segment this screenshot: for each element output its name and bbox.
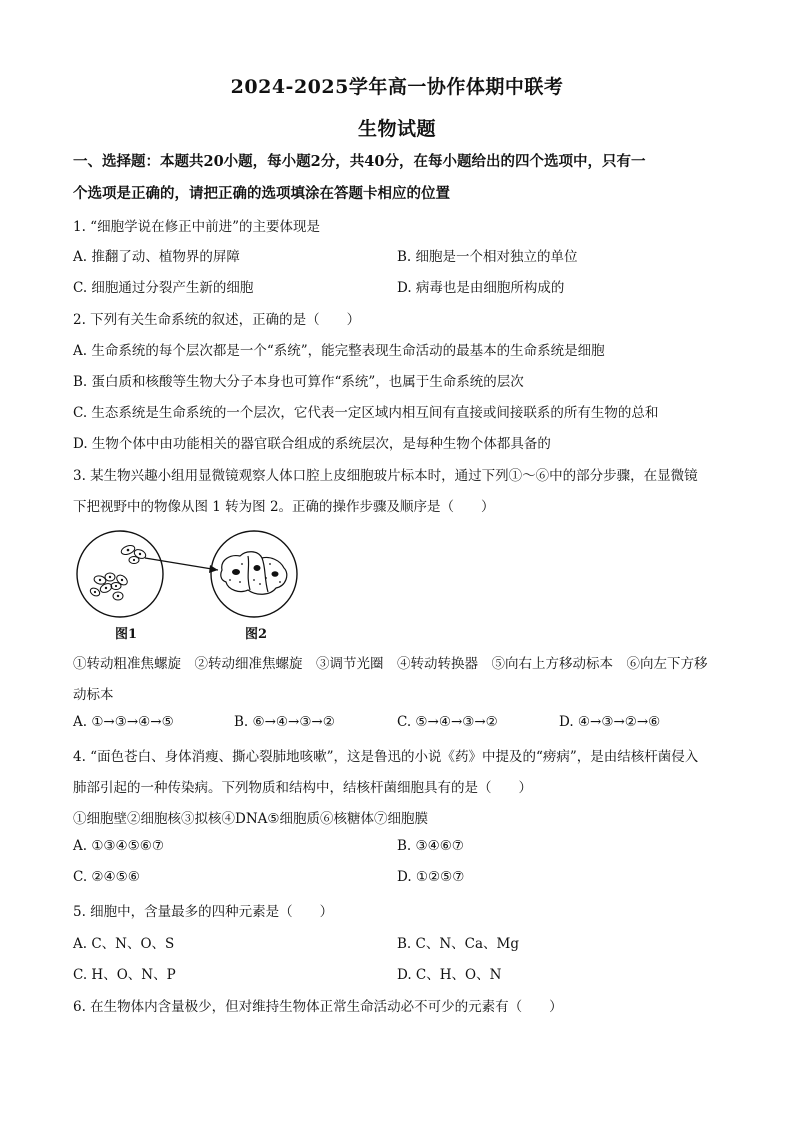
q3-stem-line-1: 3. 某生物兴趣小组用显微镜观察人体口腔上皮细胞玻片标本时，通过下列①～⑥中的部分步骤，在显微镜 [73, 468, 698, 484]
exam-title: 2024-2025学年高一协作体期中联考 [230, 76, 564, 98]
q1-option-b: B. 细胞是一个相对独立的单位 [397, 249, 578, 265]
magnified-cell-nuclei [229, 563, 281, 585]
q5-option-b: B. C、N、Ca、Mg [397, 936, 519, 952]
q4-stem-line-1: 4. “面色苍白、身体消瘦、撕心裂肺地咳嗽”，这是鲁迅的小说《药》中提及的“痨病”，是由结核杆菌侵入 [73, 749, 699, 765]
field-of-view-1 [77, 531, 163, 617]
q2-option-c: C. 生态系统是生命系统的一个层次，它代表一定区域内相互间有直接或间接联系的所有生物的总和 [73, 405, 659, 421]
microscope-fields-diagram [70, 522, 310, 642]
q3-option-c: C. ⑤→④→③→② [397, 714, 498, 730]
q1-option-a: A. 推翻了动、植物界的屏障 [73, 249, 240, 265]
q4-option-a: A. ①③④⑤⑥⑦ [73, 838, 164, 854]
q3-option-d: D. ④→③→②→⑥ [559, 714, 661, 730]
section-heading-line-1: 一、选择题：本题共20小题，每小题2分，共40分，在每小题给出的四个选项中，只有一 [73, 153, 646, 170]
q3-option-b: B. ⑥→④→③→② [234, 714, 335, 730]
q5-option-d: D. C、H、O、N [397, 967, 502, 983]
q5-option-c: C. H、O、N、P [73, 967, 176, 983]
arrow-head-icon [209, 565, 218, 573]
small-cell-nuclei [94, 549, 141, 598]
q4-option-b: B. ③④⑥⑦ [397, 838, 464, 854]
q2-option-a: A. 生命系统的每个层次都是一个“系统”，能完整表现生命活动的最基本的生命系统是细胞 [73, 343, 605, 359]
small-cells-cluster [89, 544, 147, 600]
q5-stem: 5. 细胞中，含量最多的四种元素是（ ） [73, 904, 334, 920]
microscope-figure [70, 522, 310, 642]
q4-option-c: C. ②④⑤⑥ [73, 869, 140, 885]
q2-option-b: B. 蛋白质和核酸等生物大分子本身也可算作“系统”，也属于生命系统的层次 [73, 374, 524, 390]
q1-stem: 1. “细胞学说在修正中前进”的主要体现是 [73, 219, 320, 235]
q2-stem: 2. 下列有关生命系统的叙述，正确的是（ ） [73, 312, 361, 328]
q3-option-a: A. ①→③→④→⑤ [73, 714, 174, 730]
arrow-line [145, 558, 218, 570]
q3-steps-line-2: 动标本 [73, 687, 114, 703]
q1-option-d: D. 病毒也是由细胞所构成的 [397, 280, 565, 296]
figure-1-label: 图1 [115, 627, 138, 642]
q1-option-c: C. 细胞通过分裂产生新的细胞 [73, 280, 254, 296]
q2-option-d: D. 生物个体中由功能相关的器官联合组成的系统层次，是每种生物个体都具备的 [73, 436, 551, 452]
q6-stem: 6. 在生物体内含量极少，但对维持生物体正常生命活动必不可少的元素有（ ） [73, 999, 563, 1015]
q3-stem-line-2: 下把视野中的物像从图 1 转为图 2。正确的操作步骤及顺序是（ ） [73, 499, 495, 515]
field-of-view-2 [211, 531, 297, 617]
exam-subject: 生物试题 [357, 118, 436, 140]
section-heading-line-2: 个选项是正确的，请把正确的选项填涂在答题卡相应的位置 [73, 185, 450, 202]
q3-steps-line-1: ①转动粗准焦螺旋 ②转动细准焦螺旋 ③调节光圈 ④转动转换器 ⑤向右上方移动标本 ⑥向左下方移 [73, 656, 708, 672]
figure-2-label: 图2 [245, 627, 268, 642]
q5-option-a: A. C、N、O、S [73, 936, 175, 952]
q4-stem-line-2: 肺部引起的一种传染病。下列物质和结构中，结核杆菌细胞具有的是（ ） [73, 780, 532, 796]
q4-option-d: D. ①②⑤⑦ [397, 869, 465, 885]
q4-items: ①细胞壁②细胞核③拟核④DNA⑤细胞质⑥核糖体⑦细胞膜 [73, 811, 428, 827]
